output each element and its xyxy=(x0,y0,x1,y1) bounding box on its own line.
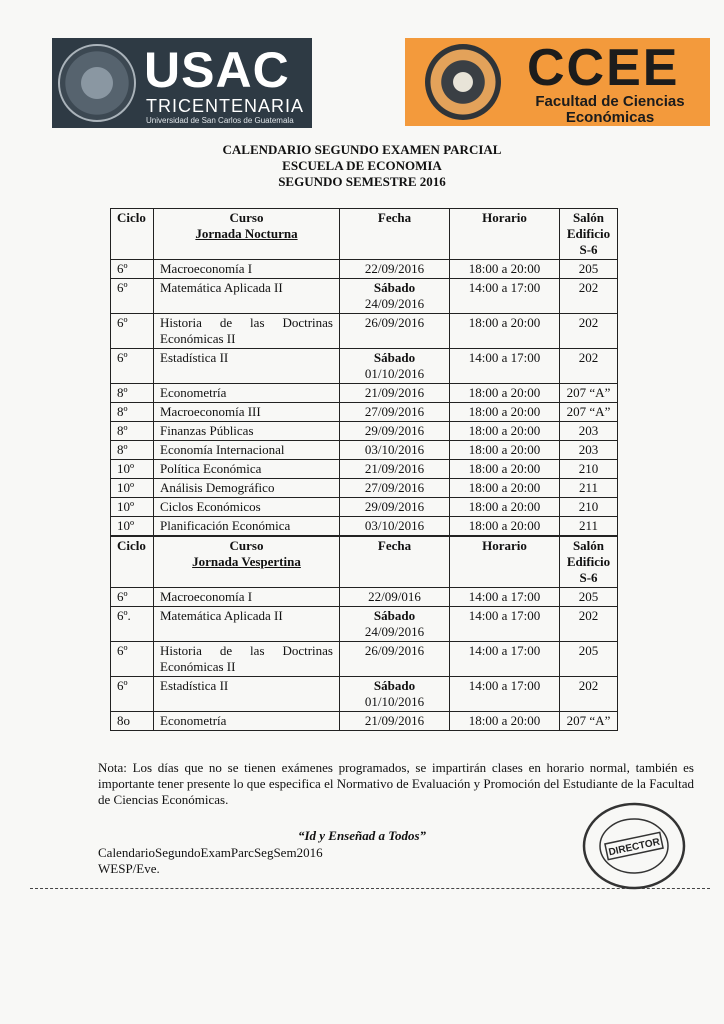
table-row xyxy=(111,460,618,479)
col-salon: Salón Edificio S-6 xyxy=(560,537,618,588)
fecha-dia: Sábado xyxy=(373,350,416,365)
cell-horario: 18:00 a 20:00 xyxy=(450,384,560,403)
ccee-seal-icon xyxy=(425,44,501,120)
header-line-3: SEGUNDO SEMESTRE 2016 xyxy=(278,174,446,189)
cell-horario: 14:00 a 17:00 xyxy=(450,588,560,607)
schedule-table-nocturna xyxy=(110,208,618,536)
cell-salon: 205 xyxy=(560,260,618,279)
table-row xyxy=(111,517,618,536)
motto: “Id y Enseñad a Todos” xyxy=(297,828,427,843)
cell-curso: Finanzas Públicas xyxy=(154,422,340,441)
col-ciclo: Ciclo xyxy=(111,209,154,260)
col-salon: Salón Edificio S-6 xyxy=(560,209,618,260)
cell-fecha: 21/09/2016 xyxy=(340,712,450,731)
cell-salon: 203 xyxy=(560,441,618,460)
note-paragraph: Nota: Los días que no se tienen exámenes programados, se impartirán clases en horario normal, también es importante tener presente lo que especifica el Normativo de Evaluación y Promoción del Estudiante de la Facultad de Ciencias Económicas. xyxy=(98,760,694,807)
table-row xyxy=(111,260,618,279)
cell-horario: 18:00 a 20:00 xyxy=(450,498,560,517)
cell-horario: 18:00 a 20:00 xyxy=(450,479,560,498)
cell-salon: 211 xyxy=(560,517,618,536)
cell-salon: 207 “A” xyxy=(560,403,618,422)
cell-ciclo: 6º xyxy=(111,677,154,712)
cell-fecha: 27/09/2016 xyxy=(340,479,450,498)
cell-salon: 202 xyxy=(560,607,618,642)
cell-ciclo: 6º xyxy=(111,314,154,349)
table-row xyxy=(111,349,618,384)
table-row xyxy=(111,279,618,314)
cell-curso xyxy=(154,642,340,677)
curso-line-2: Económicas II xyxy=(160,659,236,674)
cell-salon: 202 xyxy=(560,349,618,384)
cell-curso: Econometría xyxy=(154,712,340,731)
cell-horario: 18:00 a 20:00 xyxy=(450,460,560,479)
cell-fecha: 21/09/2016 xyxy=(340,460,450,479)
cell-ciclo: 8º xyxy=(111,384,154,403)
jornada-label: Jornada Nocturna xyxy=(195,226,298,241)
cell-salon: 207 “A” xyxy=(560,712,618,731)
cell-curso: Macroeconomía I xyxy=(154,260,340,279)
stamp-center-text: DIRECTOR xyxy=(607,836,661,859)
curso-line-1: Historia de las Doctrinas xyxy=(160,643,333,658)
cell-curso: Política Económica xyxy=(154,460,340,479)
cell-horario: 14:00 a 17:00 xyxy=(450,642,560,677)
cell-salon: 202 xyxy=(560,314,618,349)
cell-salon: 211 xyxy=(560,479,618,498)
jornada-label: Jornada Vespertina xyxy=(192,554,301,569)
cell-fecha: 27/09/2016 xyxy=(340,403,450,422)
cell-horario: 14:00 a 17:00 xyxy=(450,279,560,314)
cell-ciclo: 8º xyxy=(111,403,154,422)
cell-ciclo: 6º. xyxy=(111,607,154,642)
col-horario: Horario xyxy=(450,537,560,588)
ccee-logo-title: CCEE xyxy=(527,39,680,97)
director-stamp-icon xyxy=(580,800,688,892)
col-curso: Curso Jornada Vespertina xyxy=(154,537,340,588)
table-row xyxy=(111,642,618,677)
cell-curso: Análisis Demográfico xyxy=(154,479,340,498)
cell-horario: 18:00 a 20:00 xyxy=(450,260,560,279)
cell-ciclo: 6º xyxy=(111,279,154,314)
table-row xyxy=(111,384,618,403)
fecha-date: 01/10/2016 xyxy=(364,694,425,709)
cell-salon: 205 xyxy=(560,642,618,677)
curso-line-1: Historia de las Doctrinas xyxy=(160,315,333,330)
table-row xyxy=(111,588,618,607)
cell-salon: 202 xyxy=(560,677,618,712)
cell-salon: 203 xyxy=(560,422,618,441)
cell-fecha: 22/09/2016 xyxy=(340,260,450,279)
cell-salon: 207 “A” xyxy=(560,384,618,403)
cell-ciclo: 6º xyxy=(111,260,154,279)
cell-horario: 18:00 a 20:00 xyxy=(450,314,560,349)
cell-salon: 205 xyxy=(560,588,618,607)
ccee-logo xyxy=(405,38,710,126)
cell-curso: Macroeconomía I xyxy=(154,588,340,607)
fecha-dia: Sábado xyxy=(373,678,416,693)
cell-ciclo: 8o xyxy=(111,712,154,731)
cell-horario: 14:00 a 17:00 xyxy=(450,677,560,712)
table-row xyxy=(111,422,618,441)
cell-curso: Estadística II xyxy=(154,677,340,712)
fecha-dia: Sábado xyxy=(373,608,416,623)
cell-ciclo: 8º xyxy=(111,422,154,441)
cell-ciclo: 8º xyxy=(111,441,154,460)
table-row xyxy=(111,441,618,460)
fecha-date: 24/09/2016 xyxy=(364,296,425,311)
table-header-row xyxy=(111,537,618,588)
table-row xyxy=(111,479,618,498)
cell-fecha: 29/09/2016 xyxy=(340,422,450,441)
table-row xyxy=(111,607,618,642)
cell-salon: 210 xyxy=(560,460,618,479)
cell-ciclo: 6º xyxy=(111,349,154,384)
table-header-row xyxy=(111,209,618,260)
document-header xyxy=(0,142,724,190)
fecha-dia: Sábado xyxy=(373,280,416,295)
cell-fecha: 03/10/2016 xyxy=(340,441,450,460)
reference-line-2: WESP/Eve. xyxy=(98,861,160,876)
header-line-2: ESCUELA DE ECONOMIA xyxy=(282,158,442,173)
usac-logo-caption: Universidad de San Carlos de Guatemala xyxy=(146,116,294,125)
table-row xyxy=(111,498,618,517)
usac-logo-title: USAC xyxy=(144,42,290,98)
col-ciclo: Ciclo xyxy=(111,537,154,588)
cell-horario: 18:00 a 20:00 xyxy=(450,712,560,731)
cell-curso: Matemática Aplicada II xyxy=(154,279,340,314)
cell-curso xyxy=(154,314,340,349)
cell-curso: Macroeconomía III xyxy=(154,403,340,422)
cell-salon: 202 xyxy=(560,279,618,314)
document-reference xyxy=(98,845,323,877)
cell-fecha: 29/09/2016 xyxy=(340,498,450,517)
col-horario: Horario xyxy=(450,209,560,260)
cell-curso: Matemática Aplicada II xyxy=(154,607,340,642)
cell-salon: 210 xyxy=(560,498,618,517)
schedule-table-vespertina xyxy=(110,536,618,731)
usac-logo-subtitle: TRICENTENARIA xyxy=(146,96,305,116)
cell-horario: 18:00 a 20:00 xyxy=(450,403,560,422)
fecha-date: 24/09/2016 xyxy=(364,624,425,639)
cell-fecha xyxy=(340,349,450,384)
cell-fecha xyxy=(340,677,450,712)
reference-line-1: CalendarioSegundoExamParcSegSem2016 xyxy=(98,845,323,860)
col-fecha: Fecha xyxy=(340,537,450,588)
cell-ciclo: 10º xyxy=(111,498,154,517)
cell-ciclo: 10º xyxy=(111,460,154,479)
cell-fecha xyxy=(340,607,450,642)
header-line-1: CALENDARIO SEGUNDO EXAMEN PARCIAL xyxy=(222,142,502,157)
cell-horario: 18:00 a 20:00 xyxy=(450,441,560,460)
cell-fecha: 03/10/2016 xyxy=(340,517,450,536)
cell-fecha: 26/09/2016 xyxy=(340,642,450,677)
cell-horario: 14:00 a 17:00 xyxy=(450,349,560,384)
fecha-date: 01/10/2016 xyxy=(364,366,425,381)
cell-curso: Econometría xyxy=(154,384,340,403)
cell-curso: Estadística II xyxy=(154,349,340,384)
usac-seal-icon xyxy=(58,44,136,122)
cell-horario: 14:00 a 17:00 xyxy=(450,607,560,642)
cell-fecha: 21/09/2016 xyxy=(340,384,450,403)
curso-line-2: Económicas II xyxy=(160,331,236,346)
usac-logo xyxy=(52,38,312,128)
table-row xyxy=(111,712,618,731)
cell-curso: Economía Internacional xyxy=(154,441,340,460)
cell-curso: Ciclos Económicos xyxy=(154,498,340,517)
cell-fecha: 22/09/016 xyxy=(340,588,450,607)
cell-fecha xyxy=(340,279,450,314)
cell-curso: Planificación Económica xyxy=(154,517,340,536)
cell-ciclo: 6º xyxy=(111,642,154,677)
ccee-logo-caption: Facultad de Ciencias Económicas xyxy=(535,93,685,126)
cell-fecha: 26/09/2016 xyxy=(340,314,450,349)
table-row xyxy=(111,677,618,712)
col-fecha: Fecha xyxy=(340,209,450,260)
cell-ciclo: 10º xyxy=(111,517,154,536)
cell-ciclo: 6º xyxy=(111,588,154,607)
cell-ciclo: 10º xyxy=(111,479,154,498)
table-row xyxy=(111,314,618,349)
cell-horario: 18:00 a 20:00 xyxy=(450,422,560,441)
col-curso: Curso Jornada Nocturna xyxy=(154,209,340,260)
table-row xyxy=(111,403,618,422)
cell-horario: 18:00 a 20:00 xyxy=(450,517,560,536)
